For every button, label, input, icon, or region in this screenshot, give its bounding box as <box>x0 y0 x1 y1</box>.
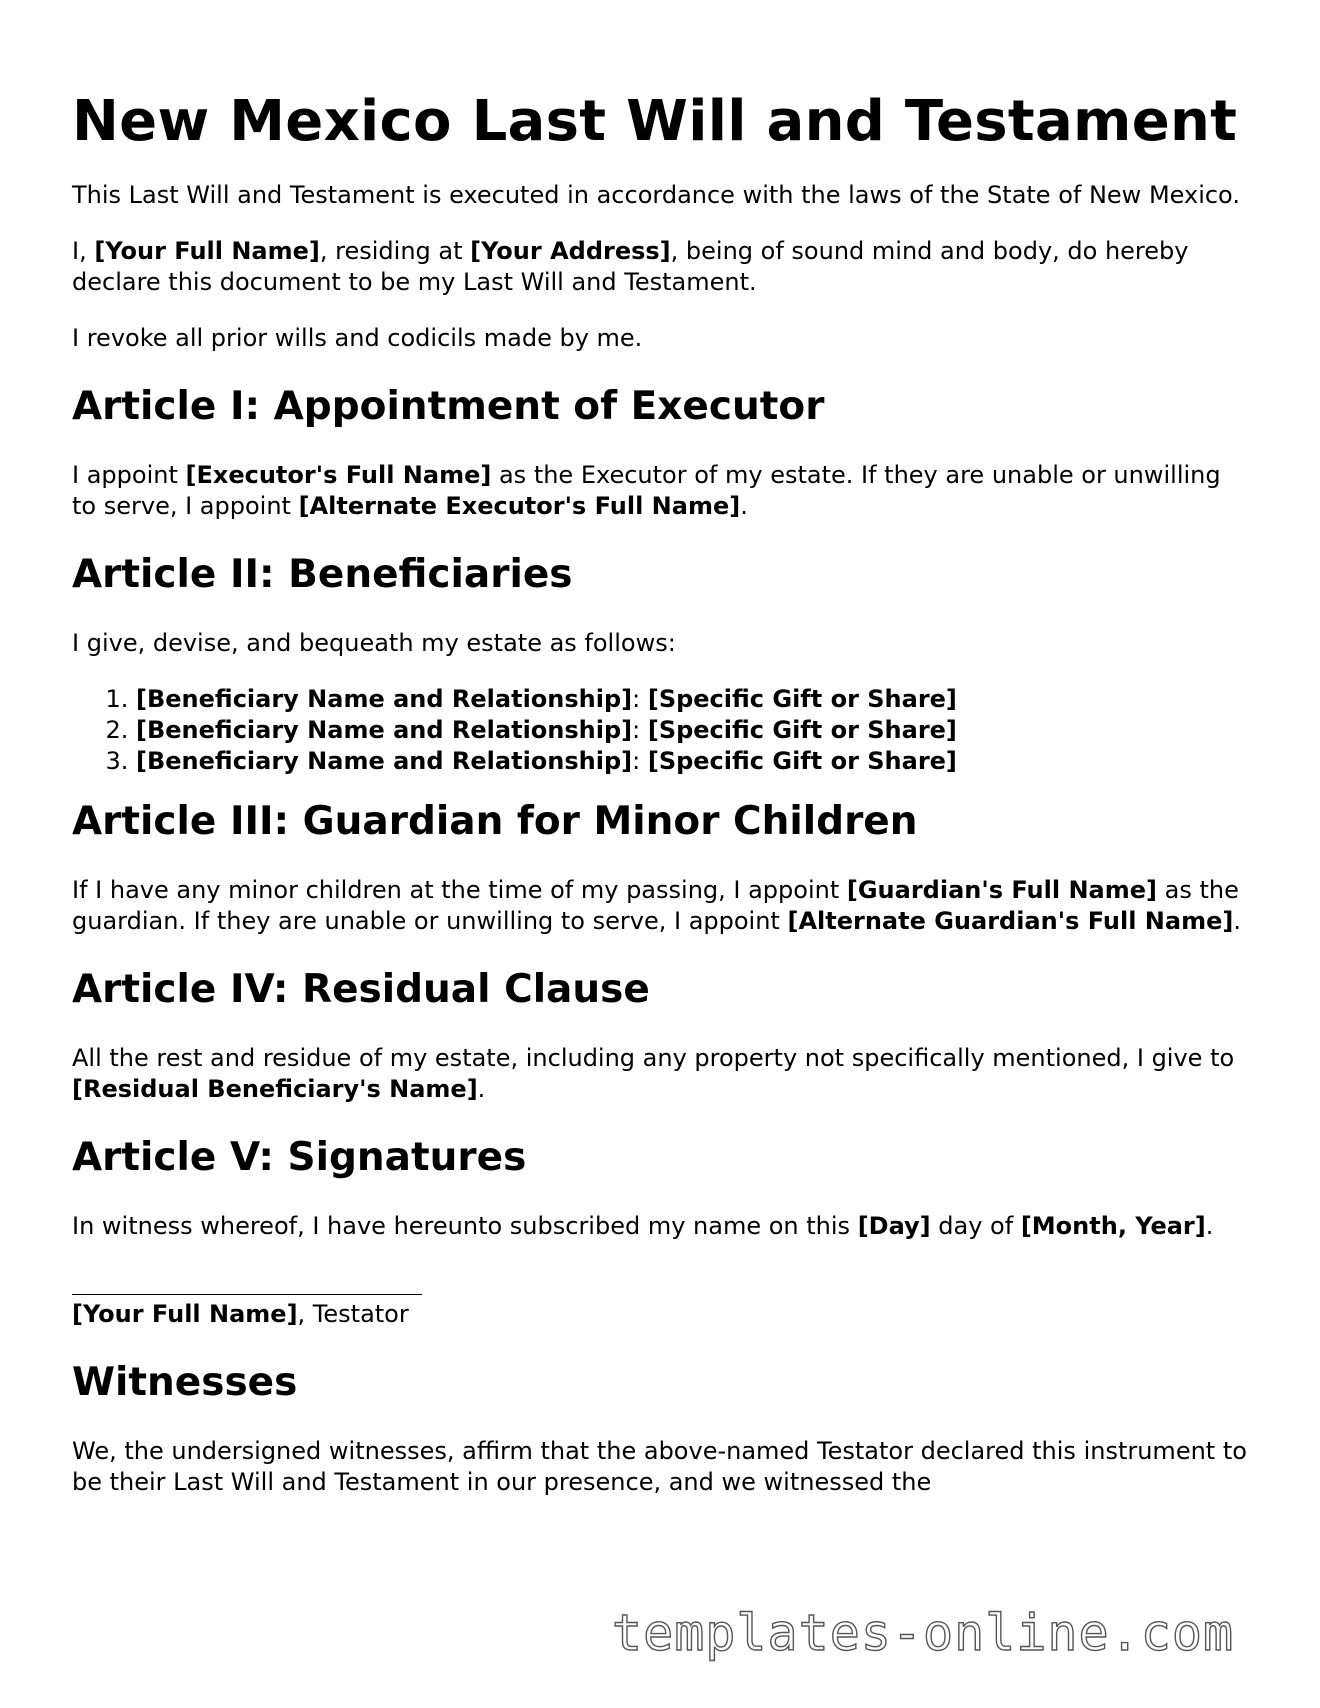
intro-paragraph-2 <box>72 236 1252 298</box>
text-span: . <box>477 1075 486 1103</box>
text-span: . <box>740 492 748 520</box>
article-2-heading: Article II: Beneficiaries <box>72 552 573 597</box>
placeholder-your-full-name: [Your Full Name] <box>94 237 320 265</box>
article-5-heading: Article V: Signatures <box>72 1135 527 1180</box>
article-1-paragraph <box>72 460 1252 522</box>
placeholder-your-address: [Your Address] <box>470 237 671 265</box>
text-span: , being of sound mind and body, do hereby declare this document to be my Last Will and Testament. <box>72 237 1189 296</box>
list-item <box>136 746 1252 777</box>
placeholder-specific-gift: [Specific Gift or Share] <box>647 747 957 775</box>
text-span: as the guardian. If they are unable or unwilling to serve, I appoint <box>72 876 1239 935</box>
placeholder-specific-gift: [Specific Gift or Share] <box>647 716 957 744</box>
text-span: I, <box>72 237 95 265</box>
article-3-heading: Article III: Guardian for Minor Children <box>72 799 918 844</box>
document-title: New Mexico Last Will and Testament <box>72 89 1238 154</box>
text-span: . <box>1205 1212 1214 1240</box>
list-item <box>136 684 1252 715</box>
article-4-heading: Article IV: Residual Clause <box>72 967 650 1012</box>
text-span: , residing at <box>319 237 471 265</box>
text-span: : <box>632 685 648 713</box>
text-span: as the Executor of my estate. If they are unable or unwilling to serve, I appoint <box>72 461 1221 520</box>
article-1-heading: Article I: Appointment of Executor <box>72 384 825 429</box>
text-span: . <box>1233 907 1241 935</box>
placeholder-testator-name: [Your Full Name] <box>72 1300 298 1328</box>
placeholder-specific-gift: [Specific Gift or Share] <box>647 685 957 713</box>
article-4-paragraph <box>72 1043 1252 1105</box>
beneficiary-list <box>72 684 1252 777</box>
placeholder-day: [Day] <box>857 1212 931 1240</box>
text-span: : <box>632 747 648 775</box>
placeholder-beneficiary-name: [Beneficiary Name and Relationship] <box>136 685 633 713</box>
witnesses-paragraph: We, the undersigned witnesses, affirm that the above-named Testator declared this instrument to be their Last Will and Testament in our presence, and we witnessed the <box>72 1437 1247 1496</box>
text-span: : <box>632 716 648 744</box>
placeholder-alternate-guardian-name: [Alternate Guardian's Full Name] <box>787 907 1234 935</box>
text-span: day of <box>930 1212 1021 1240</box>
watermark: templates-online.com <box>612 1604 1235 1662</box>
placeholder-executor-name: [Executor's Full Name] <box>185 461 492 489</box>
article-2-paragraph: I give, devise, and bequeath my estate as follows: <box>72 629 676 657</box>
text-span: , Testator <box>297 1300 409 1328</box>
text-span: In witness whereof, I have hereunto subscribed my name on this <box>72 1212 858 1240</box>
placeholder-beneficiary-name: [Beneficiary Name and Relationship] <box>136 747 633 775</box>
article-3-paragraph <box>72 875 1252 937</box>
signature-caption <box>72 1299 1252 1330</box>
article-5-paragraph <box>72 1211 1252 1242</box>
placeholder-beneficiary-name: [Beneficiary Name and Relationship] <box>136 716 633 744</box>
document-page <box>72 0 1252 1498</box>
placeholder-guardian-name: [Guardian's Full Name] <box>846 876 1157 904</box>
placeholder-month-year: [Month, Year] <box>1020 1212 1206 1240</box>
text-span: I appoint <box>72 461 186 489</box>
text-span: If I have any minor children at the time of my passing, I appoint <box>72 876 847 904</box>
intro-paragraph-1: This Last Will and Testament is executed in accordance with the laws of the State of New Mexico. <box>72 181 1240 209</box>
text-span: All the rest and residue of my estate, including any property not specifically mentioned, I give to <box>72 1044 1235 1072</box>
witnesses-heading: Witnesses <box>72 1360 298 1405</box>
placeholder-residual-beneficiary: [Residual Beneficiary's Name] <box>72 1075 478 1103</box>
list-item <box>136 715 1252 746</box>
placeholder-alternate-executor-name: [Alternate Executor's Full Name] <box>298 492 741 520</box>
signature-line <box>72 1284 422 1295</box>
intro-paragraph-3: I revoke all prior wills and codicils made by me. <box>72 324 643 352</box>
